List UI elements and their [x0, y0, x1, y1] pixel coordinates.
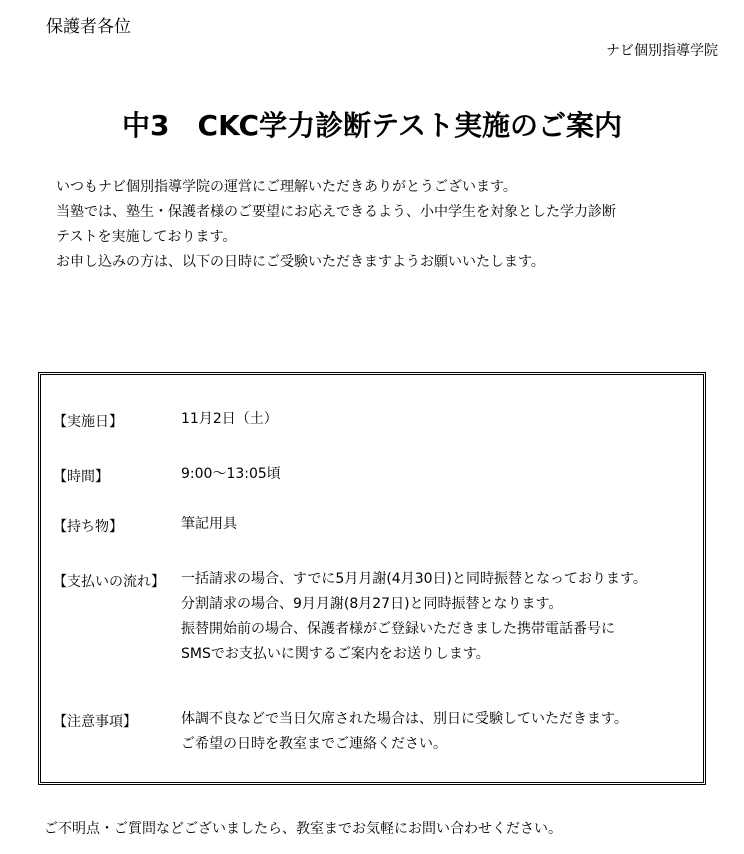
document-title: 中3 CKC学力診断テスト実施のご案内 [122, 109, 622, 142]
items-text: 筆記用具 [181, 516, 237, 532]
date-label: 【実施日】 [53, 414, 123, 430]
intro-line: 当塾では、塾生・保護者様のご要望にお応えできるよう、小中学生を対象とした学力診断 [56, 204, 616, 220]
notes-value [181, 707, 628, 757]
addressee: 保護者各位 [46, 17, 131, 37]
intro-line: お申し込みの方は、以下の日時にご受験いただきますようお願いいたします。 [56, 254, 545, 270]
payment-line: 振替開始前の場合、保護者様がご登録いただきました携帯電話番号に [181, 621, 615, 637]
time-label: 【時間】 [53, 469, 109, 485]
items-label: 【持ち物】 [53, 519, 123, 535]
payment-line: 分割請求の場合、9月月謝(8月27日)と同時振替となります。 [181, 596, 563, 612]
payment-line: 一括請求の場合、すでに5月月謝(4月30日)と同時振替となっております。 [181, 571, 647, 587]
notes-line: 体調不良などで当日欠席された場合は、別日に受験していただきます。 [181, 711, 628, 727]
date-value [181, 407, 278, 432]
intro-line: テストを実施しております。 [56, 229, 237, 245]
payment-label: 【支払いの流れ】 [53, 574, 165, 590]
date-text: 11月2日（土） [181, 411, 278, 427]
items-value [181, 512, 237, 537]
time-text: 9:00〜13:05頃 [181, 466, 281, 482]
sender-name: ナビ個別指導学院 [606, 43, 718, 59]
details-box [38, 372, 706, 785]
notes-label: 【注意事項】 [53, 714, 137, 730]
time-value [181, 462, 281, 487]
closing-text: ご不明点・ご質問などございましたら、教室までお気軽にお問い合わせください。 [44, 821, 562, 837]
intro-paragraph [56, 175, 616, 275]
payment-line: SMSでお支払いに関するご案内をお送りします。 [181, 646, 490, 662]
payment-value [181, 567, 647, 667]
notes-line: ご希望の日時を教室までご連絡ください。 [181, 736, 447, 752]
intro-line: いつもナビ個別指導学院の運営にご理解いただきありがとうございます。 [56, 179, 517, 195]
